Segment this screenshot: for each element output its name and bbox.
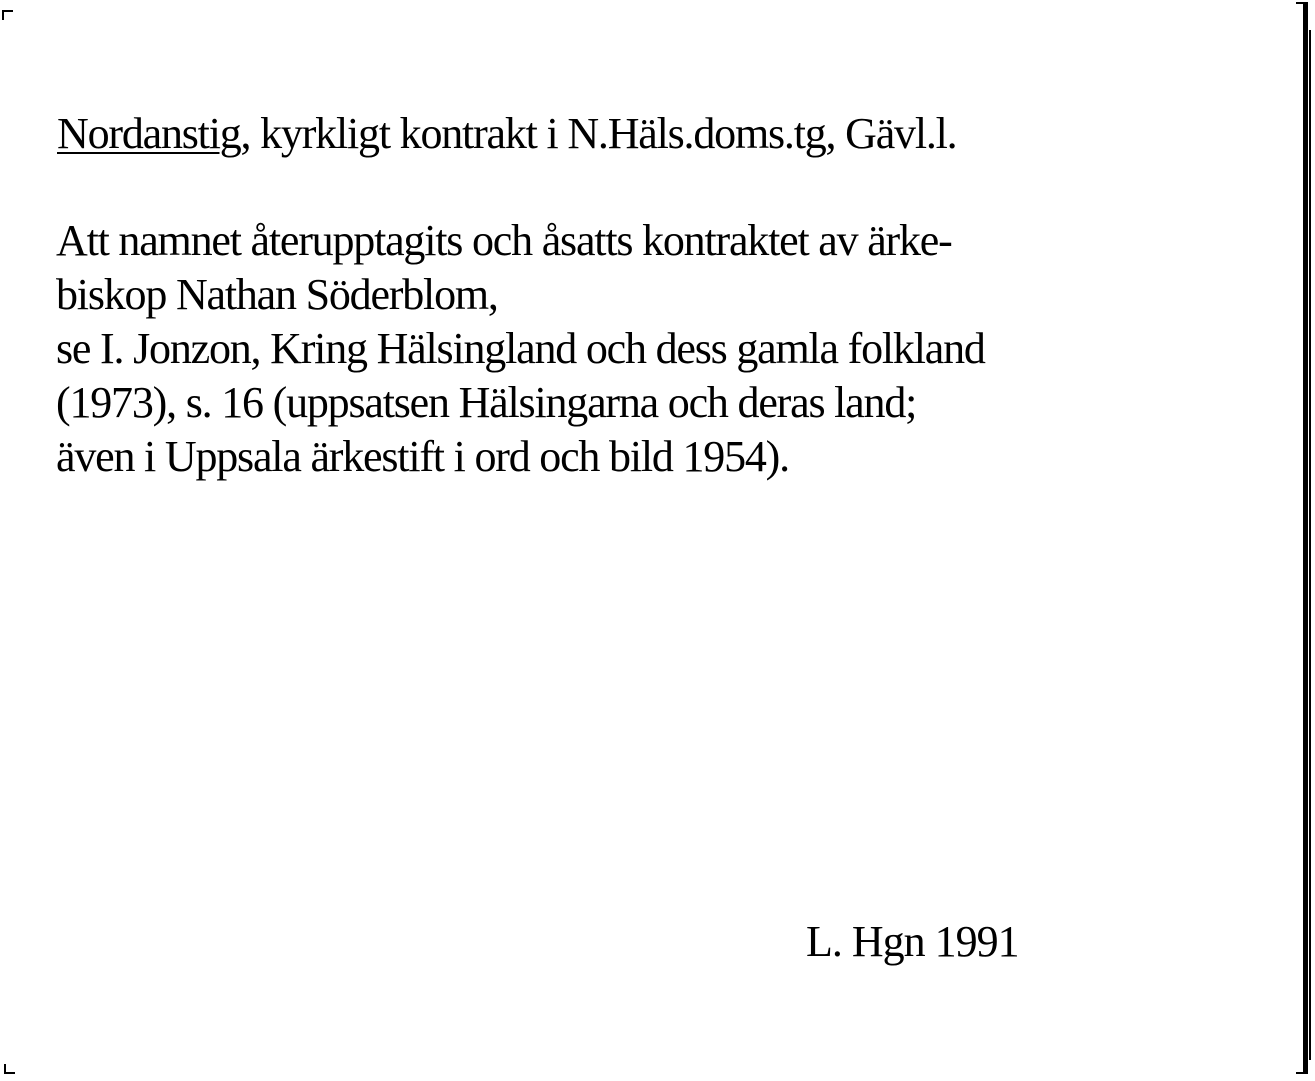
card-right-edge [1303,4,1308,1074]
body-line: se I. Jonzon, Kring Hälsingland och dess gamla folkland [56,324,985,373]
card-body [56,214,985,484]
corner-mark-top-left [2,10,13,20]
card-signature: L. Hgn 1991 [806,917,1019,966]
body-line: (1973), s. 16 (uppsatsen Hälsingarna och deras land; [56,378,917,427]
card-heading [57,106,956,162]
body-line: biskop Nathan Söderblom, [56,270,498,319]
body-line: Att namnet återupptagits och åsatts kontraktet av ärke- [56,216,952,265]
card-right-edge-line [1309,30,1311,1060]
heading-description: , kyrkligt kontrakt i N.Häls.doms.tg, Gävl.l. [240,109,957,158]
corner-mark-bottom-left [4,1064,15,1074]
body-line: även i Uppsala ärkestift i ord och bild 1954). [56,432,789,481]
heading-place-name: Nordanstig [57,109,241,158]
